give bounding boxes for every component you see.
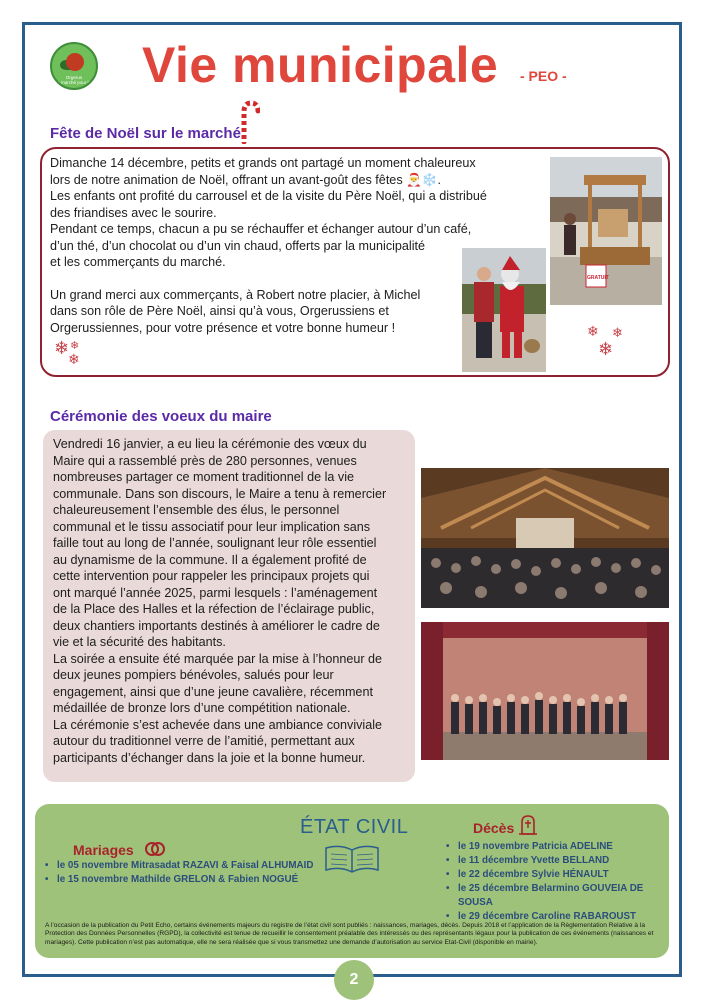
noel-text-line: lors de notre animation de Noël, offrant un avant-goût des fêtes 🎅❄️.	[50, 172, 441, 187]
voeux-text-line: faille tout au long de l’année, soulignant leur rôle essentiel	[53, 536, 377, 550]
deces-heading: Décès	[473, 820, 515, 836]
logo-text: Orgerus un marché pour les	[54, 75, 94, 85]
snowflake-icon: ❄	[587, 323, 599, 339]
deces-item: • le 25 décembre Belarmino GOUVEIA DE SOUSA	[446, 882, 666, 910]
voeux-text-line: La soirée a ensuite été marquée par la mise à l’honneur de	[53, 651, 383, 666]
voeux-text-line: engagement, ainsi que d’une jeune cavalière, récemment	[53, 684, 373, 699]
santa-photo	[462, 248, 546, 372]
municipal-logo	[50, 42, 98, 90]
voeux-article-text	[53, 436, 409, 766]
voeux-text-line: communal et le tissu associatif pour leur implication sans	[53, 519, 371, 534]
mariage-item: • le 05 novembre Mitrasadat RAZAVI & Faisal ALHUMAID	[45, 859, 315, 873]
voeux-text-line: de la Place des Halles et la réfection de l’éclairage public,	[53, 602, 375, 616]
noel-text-line: Orgerussiennes, pour votre présence et votre bonne humeur !	[50, 320, 396, 335]
logo-mark	[66, 53, 84, 71]
page-subtitle: - PEO -	[520, 68, 567, 84]
noel-text-line: et les commerçants du marché.	[50, 255, 226, 269]
deces-item: • le 22 décembre Sylvie HÉNAULT	[446, 868, 666, 882]
etat-civil-title: ÉTAT CIVIL	[300, 816, 409, 838]
deces-item: • le 29 décembre Caroline RABAROUST	[446, 910, 666, 924]
hall-audience-photo	[421, 468, 669, 608]
voeux-text-line: deux chantiers importants destinés à améliorer le cadre de	[53, 618, 380, 633]
deces-list	[446, 840, 666, 924]
snowflake-icon: ❄	[68, 351, 80, 367]
voeux-text-line: autour du traditionnel verre de l’amitié, permettant aux	[53, 734, 355, 748]
noel-text-line: d’un thé, d’un chocolat ou d’un vin chaud, offerts par la municipalité	[50, 238, 426, 253]
noel-text-line: dans son rôle de Père Noël, ainsi qu’à vous, Orgerussiens et	[50, 304, 389, 318]
mariage-item: • le 15 novembre Mathilde GRELON & Fabien NOGUÉ	[45, 873, 315, 887]
snowflake-icon: ❄	[598, 339, 614, 359]
deces-item: • le 19 novembre Patricia ADELINE	[446, 840, 666, 854]
gratuit-sign: GRATUIT	[587, 275, 609, 281]
noel-text-line: Un grand merci aux commerçants, à Robert notre placier, à Michel	[50, 287, 421, 302]
stage-honorees-photo	[421, 622, 669, 760]
voeux-text-line: Maire qui a rassemblé près de 280 personnes, venues	[53, 453, 357, 468]
carousel-photo	[550, 157, 662, 305]
page-number: 2	[334, 960, 374, 1000]
noel-section-title: Fête de Noël sur le marché	[50, 125, 241, 142]
voeux-text-line: chaleureusement l’ensemble des élus, le personnel	[53, 503, 340, 517]
voeux-text-line: participants d’échanger dans la joie et la bonne humeur.	[53, 750, 366, 765]
voeux-text-line: médaillée de bronze lors d’une compétition nationale.	[53, 701, 351, 715]
voeux-text-line: ont marqué l’année 2025, parmi lesquels : l’aménagement	[53, 585, 378, 600]
voeux-text-line: vie et la sécurité des habitants.	[53, 635, 226, 649]
noel-text-line: Les enfants ont profité du carrousel et de la visite du Père Noël, qui a distribué	[50, 189, 487, 203]
page-title: Vie municipale	[142, 37, 499, 93]
mariages-list	[45, 859, 315, 887]
voeux-text-line: au dynamisme de la commune. Il a également profité de	[53, 552, 367, 567]
voeux-text-line: communale. Dans son discours, le Maire a tenu à remercier	[53, 486, 387, 501]
mariages-heading: Mariages	[73, 842, 134, 858]
noel-text-line: des friandises avec le sourire.	[50, 205, 217, 220]
tombstone-icon	[518, 814, 538, 836]
voeux-text-line: Vendredi 16 janvier, a eu lieu la cérémonie des vœux du	[53, 437, 367, 451]
voeux-text-line: La cérémonie s’est achevée dans une ambiance conviviale	[53, 717, 383, 732]
open-book-icon	[322, 842, 382, 876]
snowflake-icon: ❄	[612, 325, 623, 340]
wedding-rings-icon	[143, 838, 167, 858]
voeux-text-line: deux jeunes pompiers bénévoles, salués pour leur	[53, 668, 334, 682]
deces-item: • le 11 décembre Yvette BELLAND	[446, 854, 666, 868]
snowflake-icon: ❄	[70, 340, 80, 352]
snowflake-icon: ❄	[54, 338, 70, 358]
voeux-text-line: cette intervention pour rappeler les principaux projets qui	[53, 569, 370, 583]
noel-text-line: Pendant ce temps, chacun a pu se réchauffer et échanger autour d’un café,	[50, 222, 472, 236]
noel-article-text	[50, 155, 520, 336]
voeux-text-line: nombreuses partager ce moment traditionnel de la vie	[53, 470, 355, 484]
candy-cane-icon	[236, 100, 260, 144]
noel-text-line: Dimanche 14 décembre, petits et grands ont partagé un moment chaleureux	[50, 156, 476, 170]
voeux-section-title: Cérémonie des voeux du maire	[50, 408, 272, 425]
rgpd-notice: A l’occasion de la publication du Petit Echo, certains événements majeurs du registre de l’état civil sont publiés : naissances, mariages, décès. Depuis 2018 et l’application de la Règlementation Relative à la Protection des Données Personnelles (RGPD), la collectivité est tenue de recueillir le consentement préalable des intéressés ou des représentants légaux pour la publication de ces événements (naissances et mariages). Cette publication n’est pas automatique, elle ne sera réalisée que si vous transmettez une demande d’autorisation au service Etat-Civil (disponible en mairie).	[45, 922, 654, 946]
